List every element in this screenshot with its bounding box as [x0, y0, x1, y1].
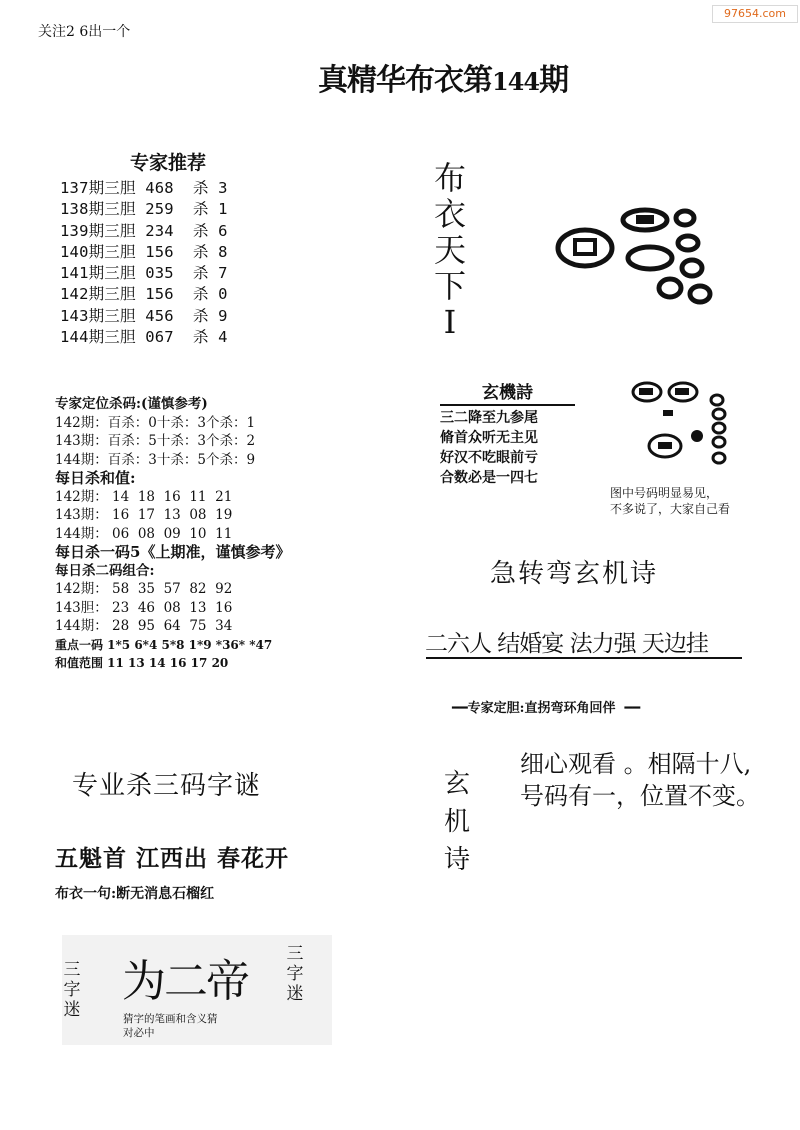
poem-line: 合数必是一四七	[440, 470, 538, 486]
vertical-char: 布	[433, 159, 466, 197]
riddle-main-text: 为二帝	[122, 956, 248, 1007]
riddle-side-label-right	[285, 944, 305, 1004]
jizhuanwan-riddle: 二六人 结婚宴 法力强 天边挂	[425, 631, 708, 657]
riddle-hint	[123, 1012, 243, 1040]
vertical-char: 字	[286, 964, 304, 984]
expert-row: 138期三胆 259 杀 1	[60, 200, 228, 219]
one-code-kill-heading: 每日杀一码5《上期准，谨慎参考》	[55, 543, 291, 561]
vertical-char: 三	[286, 944, 304, 964]
title-main: 真精华布衣第	[318, 63, 492, 98]
vertical-char: 迷	[286, 984, 304, 1004]
sum-kill-heading: 每日杀和值:	[55, 469, 136, 487]
vertical-char: 下	[433, 267, 466, 305]
kill-code-block	[55, 395, 290, 673]
riddle-phrase: 五魁首 江西出 春花开	[55, 845, 290, 872]
expert-row: 144期三胆 067 杀 4	[60, 328, 228, 347]
professional-riddle-heading: 专业杀三码字谜	[72, 771, 262, 801]
xuanji-poem-box	[440, 378, 575, 488]
buyi-one-line: 布衣一句:断无消息石榴红	[55, 886, 215, 902]
vertical-char: 字	[63, 980, 81, 1000]
buyi-tianxia-vertical	[432, 160, 468, 340]
divider	[426, 657, 742, 659]
xuanji-poem-heading: 玄機詩	[440, 378, 575, 406]
two-code-kill-row: 143胆： 23 46 08 13 16	[55, 599, 233, 616]
two-code-kill-row: 144期： 28 95 64 75 34	[55, 618, 233, 634]
coin-illustration	[550, 198, 720, 318]
expert-row: 137期三胆 468 杀 3	[60, 179, 228, 197]
title-number: 144	[492, 67, 540, 96]
expert-row: 141期三胆 035 杀 7	[60, 264, 228, 283]
expert-row: 140期三胆 156 杀 8	[60, 242, 228, 261]
vertical-char: 机	[443, 807, 470, 837]
poem-line: 脩首众听无主见	[440, 430, 538, 446]
sum-kill-row: 143期： 16 17 13 08 19	[55, 507, 233, 523]
position-kill-heading: 专家定位杀码:(谨慎参考)	[55, 396, 208, 412]
vertical-char: 衣	[433, 195, 466, 233]
vertical-char: 迷	[63, 1000, 81, 1020]
caption-line: 不多说了，大家自己看	[610, 502, 731, 516]
expert-sure-pick: ━━专家定胆:直拐弯环角回伴 ━━	[452, 701, 641, 716]
expert-row: 143期三胆 456 杀 9	[60, 306, 228, 325]
vertical-char: 诗	[443, 845, 470, 875]
expert-row: 142期三胆 156 杀 0	[60, 285, 228, 304]
position-kill-row: 144期：百杀：3十杀：5个杀：9	[55, 451, 256, 468]
hint-line: 对必中	[123, 1027, 155, 1039]
coin-illustration-small	[625, 378, 740, 478]
poem-line: 好汉不吃眼前亏	[440, 450, 538, 466]
vertical-char: 天	[433, 231, 466, 269]
poem-line: 三二降至九参尾	[440, 410, 538, 426]
expert-heading: 专家推荐	[130, 152, 207, 174]
top-note: 关注2 6出一个	[38, 24, 131, 40]
sum-kill-row: 144期： 06 08 09 10 11	[55, 525, 233, 542]
poem-line: 号码有一，位置不变。	[520, 782, 760, 810]
vertical-char: 三	[63, 960, 81, 980]
vertical-char: 玄	[443, 769, 470, 799]
xuanjishi-text	[520, 748, 760, 812]
position-kill-row: 142期：百杀：0十杀：3个杀：1	[55, 414, 256, 431]
two-code-kill-row: 142期： 58 35 57 82 92	[55, 581, 233, 597]
two-code-kill-heading: 每日杀二码组合:	[55, 562, 155, 579]
sum-kill-row: 142期： 14 18 16 11 21	[55, 488, 233, 505]
jizhuanwan-heading: 急转弯玄机诗	[490, 559, 659, 589]
expert-row: 139期三胆 234 杀 6	[60, 221, 228, 240]
caption-line: 图中号码明显易见，	[610, 486, 719, 500]
vertical-char: I	[443, 303, 457, 341]
riddle-side-label-left	[62, 960, 82, 1020]
poem-line: 细心观看 。相隔十八,	[520, 750, 752, 778]
xuanji-poem-lines	[440, 408, 575, 488]
title-suffix: 期	[539, 63, 569, 98]
position-kill-row: 143期：百杀：5十杀：3个杀：2	[55, 433, 256, 449]
xuanjishi-vertical	[442, 765, 472, 879]
focus-code: 重点一码 1*5 6*4 5*8 1*9 *36* *47	[55, 637, 273, 652]
sum-range: 和值范围 11 13 14 16 17 20	[55, 656, 229, 670]
hint-line: 猜字的笔画和含义猜	[123, 1013, 218, 1025]
page-title	[318, 55, 568, 99]
image-caption	[610, 485, 730, 517]
expert-list	[60, 178, 228, 348]
site-watermark: 97654.com	[712, 5, 798, 23]
